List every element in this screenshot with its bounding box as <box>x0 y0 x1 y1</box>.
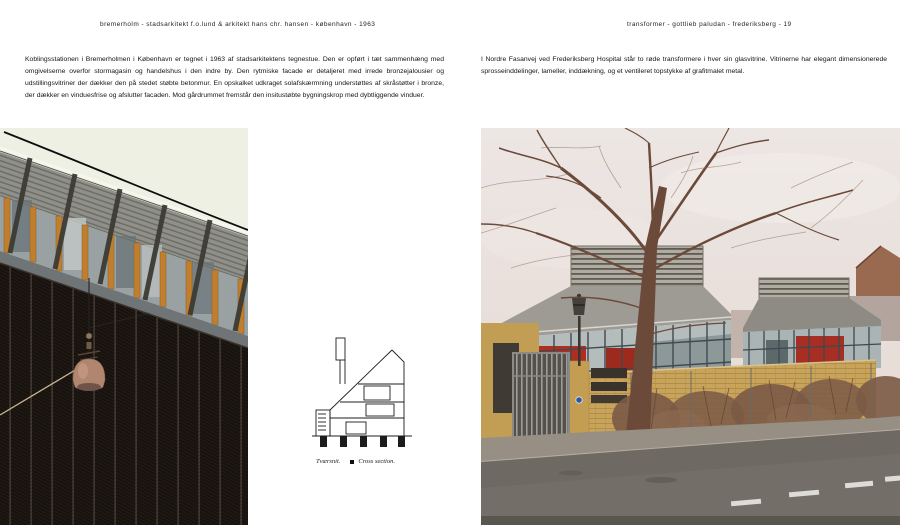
caption-square-icon <box>350 460 354 464</box>
drawing-caption <box>316 458 395 465</box>
photo-frederiksberg-transformers <box>481 128 900 525</box>
left-page-paragraph: Koblingsstationen i Bremerholmen i København er tegnet i 1963 af stadsarkitektens tegnestue. Den er opført i tæt sammenhæng med omgivelserne overfor stormagasin og handelshus i den indre by. Den rytmiske facade er detaljeret med irrede bronzejalousier og udstillingsvitriner der dækker den på stedet støbte betonmur. En opskalket udkraget solafskærmning understøttes af skråstøtter i bronze, der dækker en vinduesfrise og afslutter facaden. Mod gårdrummet fremstår den insitustøbte bygningskrop med dybtliggende vinduer. <box>25 56 444 99</box>
caption-danish: Tværsnit. <box>316 458 341 465</box>
running-header-left: bremerholm - stadsarkitekt f.o.lund & arkitekt hans chr. hansen - københavn - 1963 <box>100 21 376 28</box>
cross-section-drawing <box>306 336 422 454</box>
right-page-paragraph: I Nordre Fasanvej ved Frederiksberg Hospital står to røde transformere i hver sin glasvitrine. Vitrinerne har elegant dimensionerede sprosseinddelinger, lameller, inddækning, og et ventileret topstykke af grafitmalet metal. <box>481 56 887 75</box>
running-header-right: transformer - gottlieb paludan - frederiksberg - 19 <box>627 21 792 28</box>
photo-bremerholm-facade <box>0 128 248 525</box>
caption-english-wrap <box>350 458 395 465</box>
caption-english: Cross section. <box>358 458 395 465</box>
gate <box>513 353 569 439</box>
